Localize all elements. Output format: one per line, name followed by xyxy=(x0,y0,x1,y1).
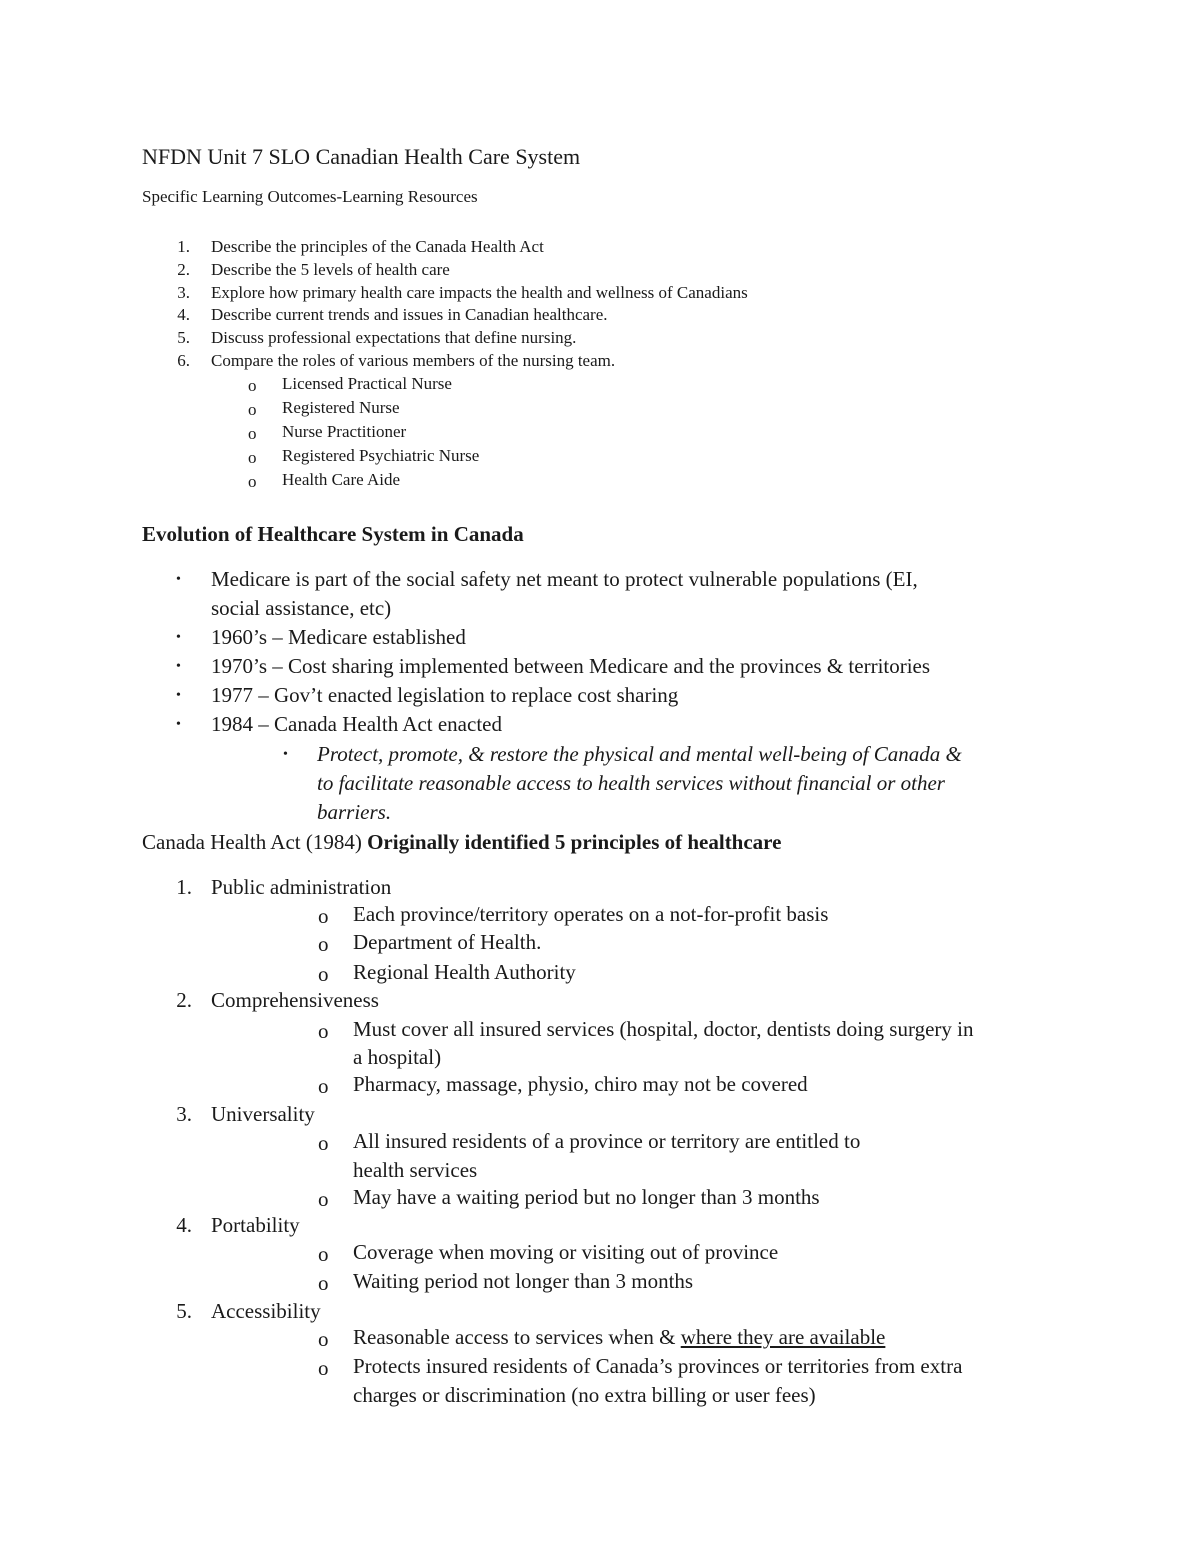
bullet-icon: o xyxy=(318,1271,329,1295)
point-text: Pharmacy, massage, physio, chiro may not be covered xyxy=(353,1072,808,1096)
point-text: Department of Health. xyxy=(353,930,542,954)
item-number: 1. xyxy=(176,875,192,899)
point-text: May have a waiting period but no longer than 3 months xyxy=(353,1185,820,1209)
principle-name: Universality xyxy=(211,1102,315,1126)
item-text: 1960’s – Medicare established xyxy=(211,625,466,649)
item-number: 5. xyxy=(176,1299,192,1323)
item-text: 1970’s – Cost sharing implemented between Medicare and the provinces & territories xyxy=(211,654,931,678)
item-text: Compare the roles of various members of the nursing team. xyxy=(211,351,616,370)
item-text: 1984 – Canada Health Act enacted xyxy=(211,712,502,736)
point-text: All insured residents of a province or territory are entitled to xyxy=(353,1129,861,1153)
item-text: 1977 – Gov’t enacted legislation to replace cost sharing xyxy=(211,683,679,707)
item-text: social assistance, etc) xyxy=(211,596,392,620)
point-text: Waiting period not longer than 3 months xyxy=(353,1269,694,1293)
item-number: 2. xyxy=(176,988,192,1012)
item-number: 2. xyxy=(177,260,190,279)
purpose-text: barriers. xyxy=(317,800,392,824)
item-text: Health Care Aide xyxy=(282,470,401,489)
bullet-icon: • xyxy=(283,747,288,762)
point-text xyxy=(353,1325,885,1350)
purpose-text: to facilitate reasonable access to health services without financial or other xyxy=(317,771,945,795)
item-number: 3. xyxy=(177,283,190,302)
item-text: Registered Nurse xyxy=(282,398,400,417)
item-number: 4. xyxy=(176,1213,192,1237)
item-text: Medicare is part of the social safety net meant to protect vulnerable populations (EI, xyxy=(211,567,918,591)
bullet-icon: • xyxy=(176,630,181,645)
cha-bold: Originally identified 5 principles of healthcare xyxy=(367,830,782,854)
item-text: Discuss professional expectations that define nursing. xyxy=(211,328,577,347)
bullet-icon: o xyxy=(318,904,329,928)
point-text: Each province/territory operates on a not-for-profit basis xyxy=(353,902,829,926)
point-text-plain: Reasonable access to services when & xyxy=(353,1325,681,1349)
section-heading: Evolution of Healthcare System in Canada xyxy=(142,522,524,546)
point-text: Coverage when moving or visiting out of province xyxy=(353,1240,779,1264)
item-text: Licensed Practical Nurse xyxy=(282,374,452,393)
bullet-icon: • xyxy=(176,717,181,732)
bullet-icon: o xyxy=(248,400,257,419)
item-text: Explore how primary health care impacts the health and wellness of Canadians xyxy=(211,283,748,302)
bullet-icon: o xyxy=(248,376,257,395)
bullet-icon: o xyxy=(318,1356,329,1380)
item-number: 4. xyxy=(177,305,190,324)
purpose-text: Protect, promote, & restore the physical and mental well-being of Canada & xyxy=(317,742,962,766)
point-text: a hospital) xyxy=(353,1045,442,1069)
item-number: 5. xyxy=(177,328,190,347)
item-text: Describe the principles of the Canada Health Act xyxy=(211,237,544,256)
item-text: Describe the 5 levels of health care xyxy=(211,260,450,279)
item-text: Nurse Practitioner xyxy=(282,422,407,441)
point-text: health services xyxy=(353,1158,478,1182)
point-text: charges or discrimination (no extra billing or user fees) xyxy=(353,1383,816,1407)
point-text-underlined: where they are available xyxy=(680,1325,886,1349)
document-subtitle: Specific Learning Outcomes-Learning Resources xyxy=(142,187,478,206)
principle-name: Comprehensiveness xyxy=(211,988,379,1012)
bullet-icon: o xyxy=(248,448,257,467)
principle-name: Public administration xyxy=(211,875,392,899)
point-text: Protects insured residents of Canada’s provinces or territories from extra xyxy=(353,1354,963,1378)
item-number: 3. xyxy=(176,1102,192,1126)
item-number: 6. xyxy=(177,351,190,370)
bullet-icon: o xyxy=(318,1074,329,1098)
document-title: NFDN Unit 7 SLO Canadian Health Care System xyxy=(142,144,581,169)
principle-name: Portability xyxy=(211,1213,300,1237)
bullet-icon: • xyxy=(176,659,181,674)
item-text: Registered Psychiatric Nurse xyxy=(282,446,480,465)
bullet-icon: o xyxy=(318,1187,329,1211)
item-text: Describe current trends and issues in Canadian healthcare. xyxy=(211,305,608,324)
bullet-icon: • xyxy=(176,572,181,587)
point-text: Must cover all insured services (hospital, doctor, dentists doing surgery in xyxy=(353,1017,974,1041)
bullet-icon: o xyxy=(318,962,329,986)
cha-heading xyxy=(142,830,781,855)
cha-prefix: Canada Health Act (1984) xyxy=(142,830,368,854)
bullet-icon: o xyxy=(318,932,329,956)
bullet-icon: o xyxy=(318,1242,329,1266)
bullet-icon: o xyxy=(318,1327,329,1351)
bullet-icon: o xyxy=(318,1019,329,1043)
bullet-icon: o xyxy=(318,1131,329,1155)
bullet-icon: • xyxy=(176,688,181,703)
point-text: Regional Health Authority xyxy=(353,960,576,984)
principle-name: Accessibility xyxy=(211,1299,321,1323)
bullet-icon: o xyxy=(248,424,257,443)
item-number: 1. xyxy=(177,237,190,256)
bullet-icon: o xyxy=(248,472,257,491)
